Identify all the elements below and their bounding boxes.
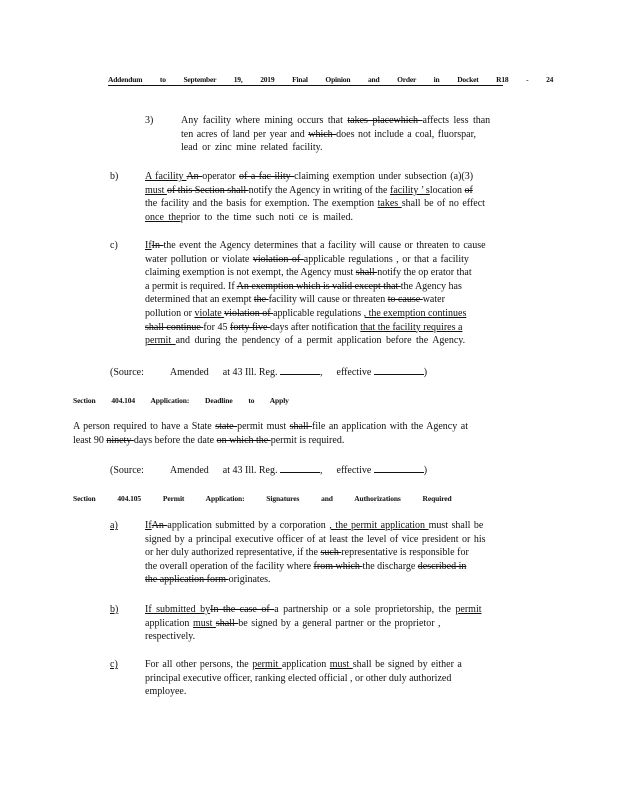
page-header — [108, 75, 554, 86]
item-105a-text: IfAn application submitted by a corporation , the permit application must shall be signed by a principal executive officer of at least the level of vice president or his or her duly authorized representative, if the such representative is responsible for the overall operation of the facility where from which the discharge described in the application form originates. — [145, 520, 486, 586]
section-heading: Section 404.104 Application: Deadline to Apply — [73, 396, 289, 405]
item-label: a) — [110, 520, 118, 531]
item-105c-text: For all other persons, the permit application must shall be signed by either a principal executive officer, ranking elected official , or other duly authorized employee. — [145, 659, 462, 698]
source-note: (Source: Amended at 43 Ill. Reg. , effective ) — [110, 465, 428, 476]
item-b-text: A facility An operator of a fac ility claiming exemption under subsection (a)(3) must of this Section shall notify the Agency in writing of the facility ’ slocation of the facility and the basis for exemption. The exemption takes shall be of no effect once theprior to the time such noti ce is mailed. — [145, 171, 485, 223]
item-label: b) — [110, 604, 119, 615]
item-a3-text: Any facility where mining occurs that takes placewhich affects less than ten acres of land per year and which does not include a coal, fluorspar, lead or zinc mine related facility. — [181, 115, 491, 154]
item-label: b) — [110, 171, 119, 182]
item-label: 3) — [145, 115, 154, 126]
item-label: c) — [110, 659, 118, 670]
section-404-104-text: A person required to have a State state permit must shall file an application with the Agency at least 90 ninety days before the date on which the permit is required. — [73, 421, 468, 446]
item-105b-text: If submitted byIn the case of a partnership or a sole proprietorship, the permit application must shall be signed by a general partner or the proprietor , respectively. — [145, 604, 482, 643]
source-note: (Source: Amended at 43 Ill. Reg. , effective ) — [110, 367, 428, 378]
item-c-text: IfIn the event the Agency determines that a facility will cause or threaten to cause water pollution or violate violation of applicable regulations , or that a facility claiming exemption is not exempt, the Agency must shall notify the op erator that a permit is required. If An exemption which is valid except that the Agency has determined that an exempt the facility will cause or threaten to cause water pollution or violate violation of applicable regulations , the exemption continues shall continue for 45 forty five days after notification that the facility requires a permit and during the pendency of a permit application before the Agency. — [145, 240, 486, 347]
header-text: Addendum to September 19, 2019 Final Opinion and Order in Docket R18 - 24 — [108, 75, 554, 84]
section-heading: Section 404.105 Permit Application: Signatures and Authorizations Required — [73, 494, 452, 503]
item-label: c) — [110, 240, 118, 251]
